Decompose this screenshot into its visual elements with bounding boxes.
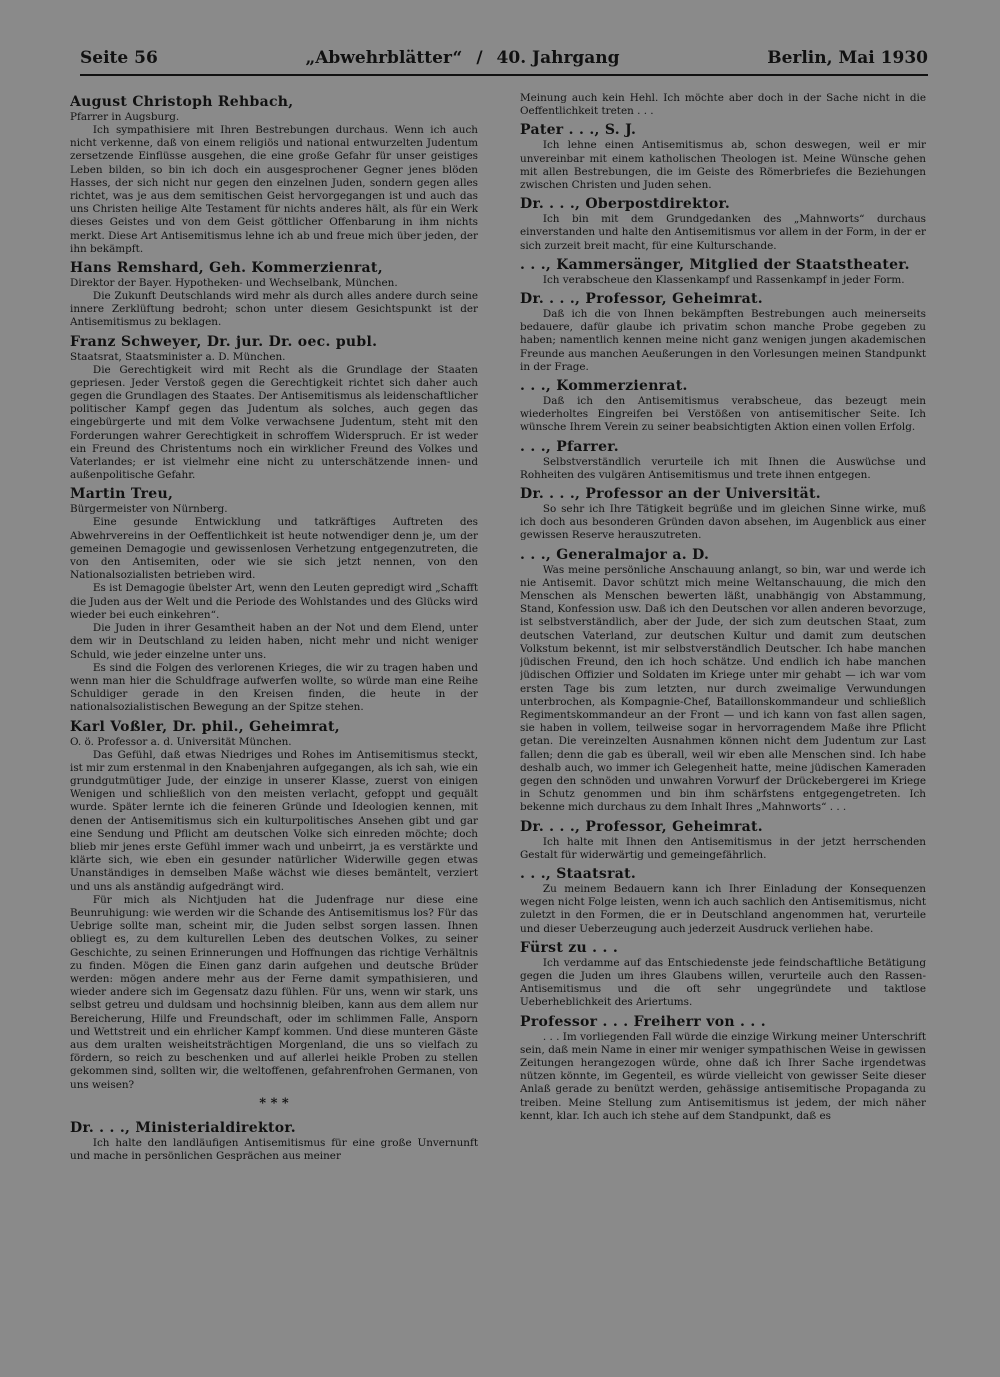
section-divider-stars: * * * bbox=[259, 1095, 289, 1111]
statement-paragraph: Selbstverständlich verurteile ich mit Ihnen die Auswüchse und Rohheiten des vulgären Antisemitismus und trete ihnen entgegen. bbox=[520, 455, 926, 481]
signatory-role: Bürgermeister von Nürnberg. bbox=[70, 503, 228, 516]
letter-entry bbox=[520, 940, 926, 1010]
letter-entry bbox=[520, 378, 926, 435]
signatory-name: Franz Schweyer, Dr. jur. Dr. oec. publ. bbox=[70, 333, 378, 350]
place-date: Berlin, Mai 1930 bbox=[767, 48, 928, 68]
letter-entry bbox=[70, 1095, 478, 1111]
signatory-name: Dr. . . ., Professor an der Universität. bbox=[520, 486, 821, 503]
statement-paragraph: Eine gesunde Entwicklung und tatkräftiges Auftreten des Abwehrvereins in der Oeffentlichkeit ist heute notwendiger denn je, um der gemeinen Demagogie und gewissenlosen Verhetzung entgegenzutreten, die von den Antisemiten, oder wie sie sich jetzt nennen, von den Nationalsozialisten betrieben wird. bbox=[70, 516, 478, 582]
signatory-name: Fürst zu . . . bbox=[520, 939, 619, 956]
signatory-name: Dr. . . ., Professor, Geheimrat. bbox=[520, 291, 763, 308]
signatory-name: Hans Remshard, Geh. Kommerzienrat, bbox=[70, 260, 383, 277]
letter-entry bbox=[70, 719, 478, 1092]
letter-entry bbox=[70, 1120, 478, 1163]
signatory-name: Dr. . . ., Oberpostdirektor. bbox=[520, 196, 731, 213]
letter-entry bbox=[70, 486, 478, 714]
left-column bbox=[70, 92, 478, 1292]
statement-paragraph: Für mich als Nichtjuden hat die Judenfrage nur diese eine Beunruhigung: wie werden wir die Schande des Antisemitismus los? Für das Uebrige sollte man, scheint mir, die Juden selbst sorgen lassen. Ihnen obliegt es, zu dem kulturellen Leben des deutschen Volkes, zu seiner Geschichte, zu seinen Erinnerungen und Hoffnungen das richtige Verhältnis zu finden. Mögen die Einen ganz darin aufgehen und deutsche Brüder werden: mögen andere mehr aus der Ferne damit sympathisieren, und wieder andere sich im Gegensatz dazu fühlen. Für uns, wenn wir stark, uns selbst getreu und duldsam und hochsinnig bleiben, kann aus dem allem nur Bereicherung, Hilfe und Freundschaft, oder im schlimmen Falle, Ansporn und Wettstreit und ein ehrlicher Kampf kommen. Und diese munteren Gäste aus dem uralten weisheitsträchtigen Morgenland, die uns so vielfach zu fördern, so reich zu beschenken und auf allerlei heikle Proben zu stellen gekommen sind, sollten wir, die weltoffenen, gefahrenfrohen Germanen, von uns weisen? bbox=[70, 893, 478, 1091]
signatory-name: August Christoph Rehbach, bbox=[70, 94, 294, 110]
signatory-name: . . ., Generalmajor a. D. bbox=[520, 546, 710, 563]
page-number: Seite 56 bbox=[80, 48, 158, 68]
letter-entry bbox=[520, 1014, 926, 1123]
statement-paragraph: Die Gerechtigkeit wird mit Recht als die Grundlage der Staaten gepriesen. Jeder Verstoß gegen die Gerechtigkeit richtet sich daher auch gegen die Grundlagen des Staates. Der Antisemitismus als leidenschaftlicher politischer Kampf gegen das Judentum als solches, auch gegen das eingebürgerte und mit dem Volke verwachsene Judentum, steht mit den Forderungen wahrer Gerechtigkeit in schroffem Widerspruch. Er ist weder ein Freund des Christentums noch ein wirklicher Freund des Volkes und Vaterlandes; er ist vielmehr eine nicht zu unterschätzende innen- und außenpolitische Gefahr. bbox=[70, 363, 478, 482]
statement-paragraph: Daß ich die von Ihnen bekämpften Bestrebungen auch meinerseits bedauere, dafür glaube ich privatim schon manche Probe gegeben zu haben; namentlich kennen meine nicht ganz wenigen jungen akademischen Freunde aus manchen Aeußerungen in den Vorlesungen meinen Standpunkt in der Frage. bbox=[520, 308, 926, 373]
statement-paragraph: Meinung auch kein Hehl. Ich möchte aber doch in der Sache nicht in die Oeffentlichkeit treten . . . bbox=[520, 92, 926, 118]
header-separator: / bbox=[476, 48, 483, 68]
statement-paragraph: Ich halte mit Ihnen den Antisemitismus in der jetzt herrschenden Gestalt für widerwärtig und gemeingefährlich. bbox=[520, 835, 926, 861]
signatory-name: . . ., Kammersänger, Mitglied der Staatstheater. bbox=[520, 256, 910, 273]
signatory-role: Direktor der Bayer. Hypotheken- und Wechselbank, München. bbox=[70, 277, 398, 290]
statement-paragraph: So sehr ich Ihre Tätigkeit begrüße und im gleichen Sinne wirke, muß ich doch aus besonderen Gründen davon absehen, im Augenblick aus einer gewissen Reserve herauszutreten. bbox=[520, 503, 926, 542]
statement-paragraph: Es ist Demagogie übelster Art, wenn den Leuten gepredigt wird „Schafft die Juden aus der Welt und die Periode des Wohlstandes und des Glücks wird wieder bei euch einkehren“. bbox=[70, 582, 478, 621]
signatory-name: . . ., Staatsrat. bbox=[520, 865, 637, 882]
statement-paragraph: Ich verabscheue den Klassenkampf und Rassenkampf in jeder Form. bbox=[542, 273, 905, 286]
letter-entry bbox=[520, 486, 926, 543]
statement-paragraph: Die Zukunft Deutschlands wird mehr als durch alles andere durch seine innere Zerklüftung bedroht; schon unter diesem Gesichtspunkt ist der Antisemitismus zu beklagen. bbox=[70, 290, 478, 329]
journal-title: „Abwehrblätter“ bbox=[305, 48, 463, 68]
statement-paragraph: Es sind die Folgen des verlorenen Krieges, die wir zu tragen haben und wenn man hier die Schuldfrage aufwerfen wollte, so würde man eine Reihe Schuldiger gerade in den Kreisen finden, die heute in der nationalsozialistischen Bewegung an der Spitze stehen. bbox=[70, 661, 478, 714]
letter-entry bbox=[520, 547, 926, 815]
letter-entry bbox=[70, 94, 478, 256]
letter-entry bbox=[520, 122, 926, 192]
statement-paragraph: Die Juden in ihrer Gesamtheit haben an der Not und dem Elend, unter dem wir in Deutschland zu leiden haben, nicht mehr und nicht weniger Schuld, wie jeder einzelne unter uns. bbox=[70, 622, 478, 661]
letter-entry bbox=[70, 334, 478, 483]
signatory-role: O. ö. Professor a. d. Universität München. bbox=[70, 735, 292, 748]
signatory-name: Martin Treu, bbox=[70, 486, 174, 503]
page-header bbox=[80, 48, 928, 76]
statement-paragraph: . . . Im vorliegenden Fall würde die einzige Wirkung meiner Unterschrift sein, daß mein Name in einer mir weniger sympathischen Weise in gewissen Zeitungen herangezogen würde, ohne daß ich Ihrer Sache irgendetwas nützen könnte, im Gegenteil, es würde vielleicht von gewisser Seite dieser Anlaß gerade zu benützt werden, gehässige antisemitische Propaganda zu treiben. Meine Stellung zum Antisemitismus ist jedem, der mich näher kennt, klar. Ich auch ich stehe auf dem Standpunkt, daß es bbox=[520, 1030, 926, 1122]
statement-paragraph: Das Gefühl, daß etwas Niedriges und Rohes im Antisemitismus steckt, ist mir zum erstenmal in den Knabenjahren aufgegangen, als ich sah, wie ein grundgutmütiger Jude, der einzige in unserer Klasse, zuerst von einigen Wenigen und schließlich von den meisten verlacht, gefoppt und gequält wurde. Später lernte ich die feineren Gründe und Ideologien kennen, mit denen der Antisemitismus sich ein kulturpolitisches Ansehen gibt und gar eine Sendung und Pflicht am deutschen Volke sich einreden möchte; doch blieb mir jenes erste Gefühl immer wach und unbeirrt, ja es verstärkte und klärte sich, wie eben ein gesunder natürlicher Widerwille gegen etwas Unanständiges in demselben Maße wächst wie dieses bemäntelt, verziert und uns als anständig aufgedrängt wird. bbox=[70, 748, 478, 893]
statement-paragraph: Daß ich den Antisemitismus verabscheue, das bezeugt mein wiederholtes Eingreifen bei Verstößen von antisemitischer Seite. Ich wünsche Ihrem Verein zu seiner beabsichtigten Aktion einen vollen Erfolg. bbox=[520, 395, 926, 434]
letter-entry bbox=[520, 866, 926, 936]
signatory-name: Dr. . . ., Professor, Geheimrat. bbox=[520, 818, 763, 835]
letter-entry bbox=[520, 257, 926, 287]
letter-entry bbox=[520, 92, 926, 118]
signatory-role: Staatsrat, Staatsminister a. D. München. bbox=[70, 350, 286, 363]
volume-label: 40. Jahrgang bbox=[496, 48, 620, 68]
letter-entry bbox=[520, 196, 926, 253]
statement-paragraph: Ich sympathisiere mit Ihren Bestrebungen durchaus. Wenn ich auch nicht verkenne, daß von einem religiös und national entwurzelten Judentum zersetzende Einflüsse ausgehen, die eine große Gefahr für unser geistiges Leben bilden, so bin ich doch ein ausgesprochener Gegner jenes blöden Hasses, der sich nicht nur gegen den einzelnen Juden, sondern gegen alles richtet, was je aus dem semitischen Geist hervorgegangen ist und auch das uns Christen heilige Alte Testament für nichts anderes hält, als für ein Werk dieses Geistes und von dem Geist göttlicher Offenbarung in ihm nichts merkt. Diese Art Antisemitismus lehne ich ab und freue mich über jeden, der ihn bekämpft. bbox=[70, 124, 478, 255]
statement-paragraph: Ich verdamme auf das Entschiedenste jede feindschaftliche Betätigung gegen die Juden um ihres Glaubens willen, verurteile auch den Rassen-Antisemitismus und die oft sehr ungegründete und taktlose Ueberheblichkeit des Ariertums. bbox=[520, 956, 926, 1009]
letter-entry bbox=[520, 439, 926, 482]
signatory-name: Dr. . . ., Ministerialdirektor. bbox=[70, 1119, 296, 1136]
signatory-name: . . ., Kommerzienrat. bbox=[520, 378, 688, 395]
signatory-name: Pater . . ., S. J. bbox=[520, 122, 637, 139]
statement-paragraph: Was meine persönliche Anschauung anlangt, so bin, war und werde ich nie Antisemit. Davor schützt mich meine Weltanschauung, die mich den Menschen als Menschen bewerten läßt, unabhängig von Abstammung, Stand, Konfession usw. Daß ich den Deutschen vor allen anderen bevorzuge, ist selbstverständlich, aber der Jude, der sich zum deutschen Staat, zum deutschen Vaterland, zur deutschen Kultur und damit zum deutschen Volkstum bekennt, ist mir selbstverständlich Deutscher. Ich habe manchen jüdischen Freund, den ich hoch schätze. Und endlich ich habe manchen jüdischen Offizier und Soldaten im Kriege unter mir gehabt — ich war vom ersten Tage bis zum letzten, nur durch zweimalige Verwundungen unterbrochen, als Kompagnie-Chef, Bataillonskommandeur und schließlich Regimentskommandeur an der Front — und ich kann von fast allen sagen, sie haben in vollem, teilweise sogar in hervorragendem Maße ihre Pflicht getan. Die vereinzelten Ausnahmen können nicht dem Judentum zur Last fallen; denn die gab es überall, weil wir eben alle Menschen sind. Ich habe deshalb auch, wo immer ich Gelegenheit hatte, meine jüdischen Kameraden gegen den schnöden und unwahren Vorwurf der Drückebergerei im Kriege in Schutz genommen und bin ihm schärfstens entgegengetreten. Ich bekenne mich durchaus zu dem Inhalt Ihres „Mahnworts“ . . . bbox=[520, 563, 926, 814]
signatory-name: Professor . . . Freiherr von . . . bbox=[520, 1013, 766, 1030]
journal-heading bbox=[305, 48, 619, 68]
signatory-name: . . ., Pfarrer. bbox=[520, 438, 619, 455]
statement-paragraph: Ich halte den landläufigen Antisemitismus für eine große Unvernunft und mache in persönlichen Gesprächen aus meiner bbox=[70, 1136, 478, 1162]
statement-paragraph: Ich lehne einen Antisemitismus ab, schon deswegen, weil er mir unvereinbar mit einem katholischen Theologen ist. Meine Wünsche gehen mit allen Bestrebungen, die im Geiste des Römerbriefes die Beziehungen zwischen Christen und Juden sehen. bbox=[520, 139, 926, 192]
letter-entry bbox=[520, 819, 926, 862]
right-column bbox=[520, 92, 926, 1292]
letter-entry bbox=[520, 291, 926, 374]
letter-entry bbox=[70, 260, 478, 330]
statement-paragraph: Zu meinem Bedauern kann ich Ihrer Einladung der Konsequenzen wegen nicht Folge leisten, wenn ich auch sachlich den Antisemitismus, nicht zuletzt in den Formen, die er in Deutschland angenommen hat, verurteile und dieser Ueberzeugung auch jederzeit Ausdruck verliehen habe. bbox=[520, 882, 926, 935]
statement-paragraph: Ich bin mit dem Grundgedanken des „Mahnworts“ durchaus einverstanden und halte den Antisemitismus vor allem in der Form, in der er sich zurzeit breit macht, für eine Kulturschande. bbox=[520, 213, 926, 252]
signatory-name: Karl Voßler, Dr. phil., Geheimrat, bbox=[70, 718, 340, 735]
signatory-role: Pfarrer in Augsburg. bbox=[70, 111, 180, 123]
